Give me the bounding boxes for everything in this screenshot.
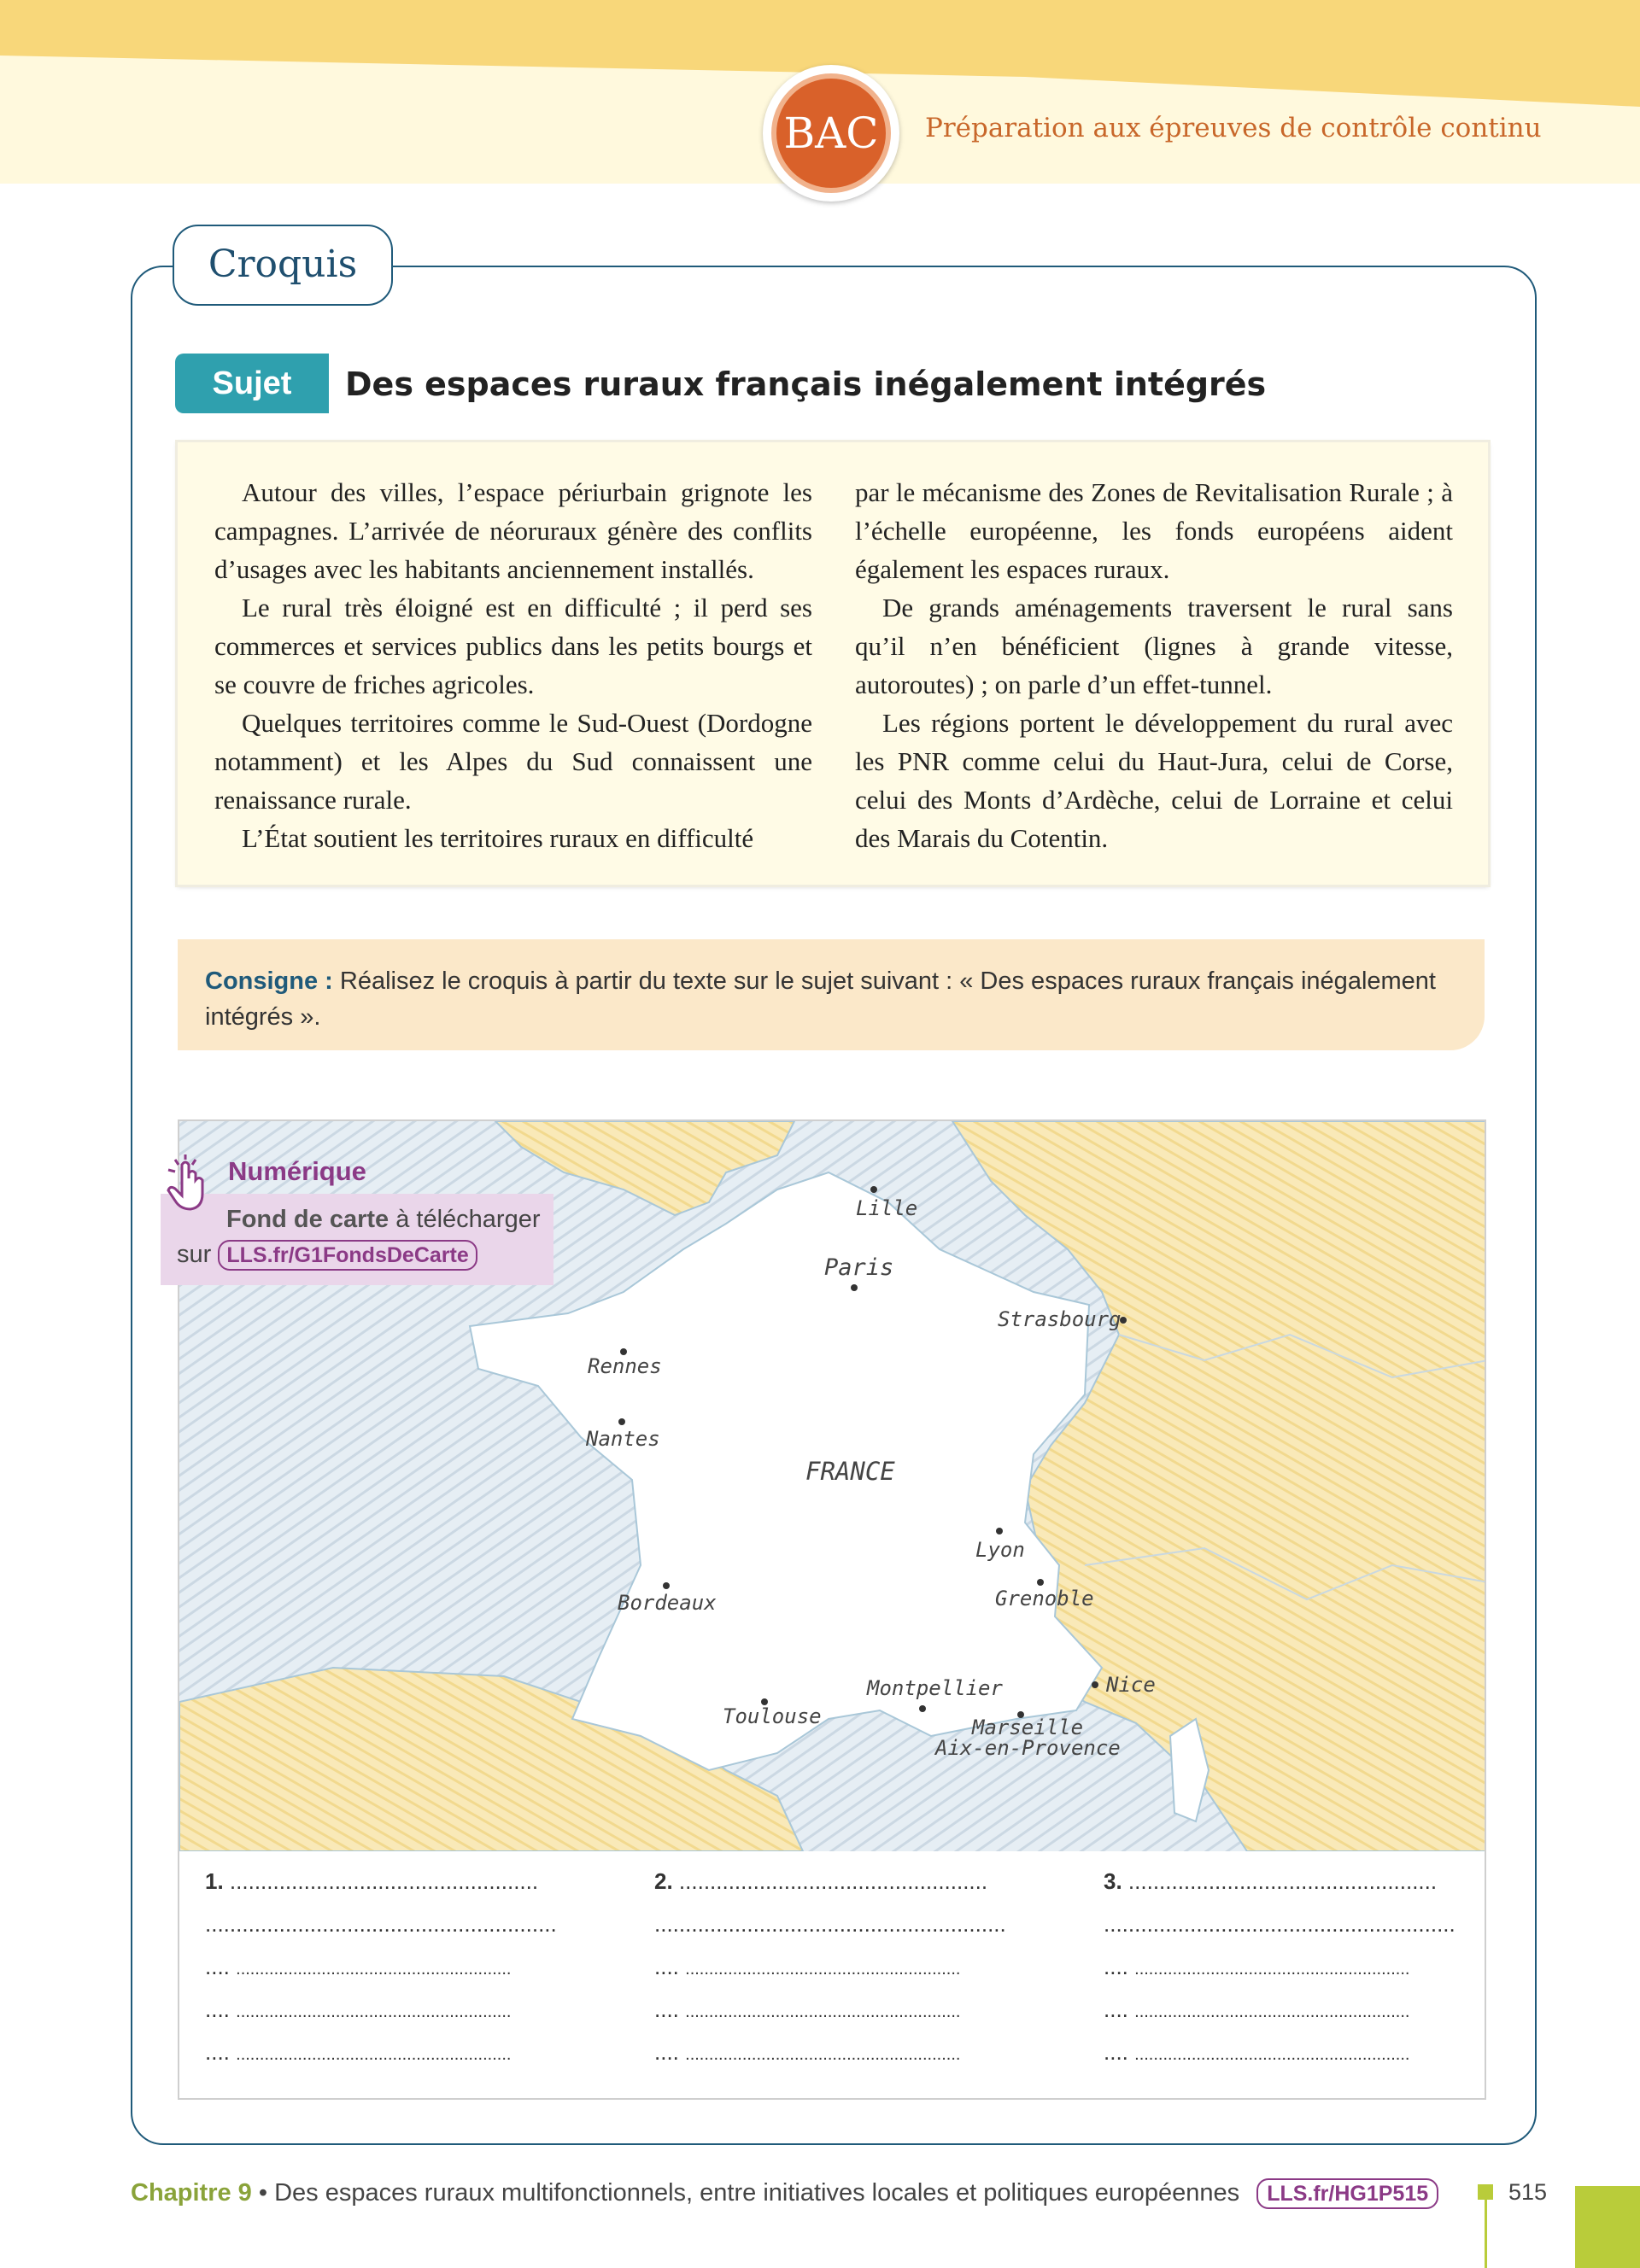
- legend-column-3: [1104, 1868, 1479, 2082]
- city-label-lyon: Lyon: [975, 1538, 1025, 1562]
- city-label-marseille: Marseille: [972, 1716, 1084, 1739]
- legend-small: ....: [1104, 1996, 1128, 2022]
- legend-dots-line: .........................................................: [1104, 1911, 1456, 1937]
- footer-block: [1575, 2186, 1640, 2268]
- numerique-rest: à télécharger: [389, 1206, 541, 1233]
- legend-number: 3.: [1104, 1868, 1122, 1894]
- consigne-box: [178, 939, 1485, 1050]
- footer-text: • Des espaces ruraux multifonctionnels, entre initiatives locales et politiques européennes: [251, 2179, 1240, 2207]
- bac-badge-label: BAC: [771, 73, 891, 193]
- numerique-title: Numérique: [228, 1156, 366, 1186]
- legend-column-1: [205, 1868, 581, 2082]
- paragraph: Les régions portent le développement du rural avec les PNR comme celui du Haut-Jura, celui de Corse, celui des Monts d’Ardèche, celui de Lorraine et celui des Marais du Cotentin.: [855, 708, 1453, 853]
- legend-area: [179, 1851, 1486, 2100]
- numerique-bold: Fond de carte: [226, 1206, 390, 1233]
- city-label-nantes: Nantes: [586, 1427, 660, 1451]
- paragraph: L’État soutient les territoires ruraux en difficulté: [242, 823, 754, 853]
- paragraph: Quelques territoires comme le Sud-Ouest (Dordogne notamment) et les Alpes du Sud connaissent une renaissance rurale.: [214, 708, 812, 815]
- consigne-label: Consigne :: [205, 967, 333, 995]
- city-label-grenoble: Grenoble: [995, 1587, 1094, 1610]
- legend-small: ....: [1104, 2039, 1128, 2065]
- legend-dots: ..................................................: [229, 1868, 539, 1894]
- numerique-line2: [177, 1240, 477, 1271]
- city-label-strasbourg: Strasbourg: [998, 1307, 1122, 1331]
- legend-dots: ..................................................: [678, 1868, 988, 1894]
- legend-dots-line: .........................................................: [205, 1911, 557, 1937]
- sujet-tag: Sujet: [175, 354, 329, 413]
- city-label-paris: Paris: [824, 1254, 894, 1281]
- page-number: 515: [1508, 2179, 1548, 2205]
- legend-small: ....: [654, 1954, 679, 1979]
- city-label-nice: Nice: [1106, 1673, 1156, 1697]
- city-label-bordeaux: Bordeaux: [618, 1591, 717, 1615]
- header-subtitle: Préparation aux épreuves de contrôle continu: [925, 113, 1542, 143]
- legend-small: ....: [205, 2039, 230, 2065]
- paragraph: Autour des villes, l’espace périurbain grignote les campagnes. L’arrivée de néoruraux génère des conflits d’usages avec les habitants anciennement installés.: [214, 477, 812, 584]
- text-column-1: [214, 473, 812, 857]
- city-label-rennes: Rennes: [588, 1354, 662, 1378]
- legend-small-dots: ..........................................................: [236, 2045, 512, 2064]
- hand-click-icon: [156, 1153, 220, 1216]
- city-dot-lille: [870, 1186, 877, 1193]
- paragraph: Le rural très éloigné est en difficulté ; il perd ses commerces et services publics dans les petits bourgs et se couvre de friches agricoles.: [214, 593, 812, 699]
- legend-small: ....: [205, 1954, 230, 1979]
- numerique-callout: [156, 1153, 554, 1285]
- city-dot-nantes: [618, 1418, 625, 1425]
- city-label-montpellier: Montpellier: [867, 1676, 1003, 1700]
- legend-small-dots: ..........................................................: [685, 1960, 961, 1979]
- numerique-link[interactable]: LLS.fr/G1FondsDeCarte: [218, 1240, 477, 1271]
- footer-link[interactable]: LLS.fr/HG1P515: [1256, 2178, 1438, 2209]
- city-dot-lyon: [996, 1528, 1003, 1534]
- city-dot-grenoble: [1037, 1579, 1044, 1586]
- legend-number: 2.: [654, 1868, 673, 1894]
- footer: [131, 2178, 1438, 2209]
- legend-small-dots: ..........................................................: [236, 1960, 512, 1979]
- legend-small-dots: ..........................................................: [1134, 1960, 1410, 1979]
- city-dot-montpellier: [919, 1705, 926, 1712]
- legend-small: ....: [1104, 1954, 1128, 1979]
- legend-number: 1.: [205, 1868, 224, 1894]
- sujet-title: Des espaces ruraux français inégalement intégrés: [345, 365, 1267, 403]
- text-column-2: [855, 473, 1453, 857]
- legend-small-dots: ..........................................................: [1134, 2045, 1410, 2064]
- legend-dots-line: .........................................................: [654, 1911, 1006, 1937]
- city-dot-nice: [1092, 1681, 1098, 1688]
- legend-small-dots: ..........................................................: [685, 2002, 961, 2021]
- city-label-lille: Lille: [856, 1196, 918, 1220]
- city-label-aix-en-provence: Aix-en-Provence: [935, 1736, 1121, 1760]
- consigne-text: Réalisez le croquis à partir du texte sur le sujet suivant : « Des espaces ruraux français inégalement intégrés ».: [205, 967, 1436, 1031]
- city-dot-paris: [851, 1284, 858, 1291]
- legend-small: ....: [654, 2039, 679, 2065]
- city-dot-bordeaux: [663, 1582, 670, 1589]
- footer-chapter: Chapitre 9: [131, 2179, 252, 2207]
- paragraph: De grands aménagements traversent le rural sans qu’il n’en bénéficient (lignes à grande vitesse, autoroutes) ; on parle d’un effet-tunnel.: [855, 593, 1453, 699]
- legend-dots: ..................................................: [1128, 1868, 1438, 1894]
- bac-badge: [763, 65, 899, 202]
- footer-line: [1485, 2200, 1487, 2268]
- map-country-label: FRANCE: [805, 1457, 895, 1486]
- legend-small-dots: ..........................................................: [685, 2045, 961, 2064]
- city-label-toulouse: Toulouse: [723, 1704, 822, 1728]
- numerique-prefix: sur: [177, 1241, 212, 1268]
- text-box: [178, 442, 1488, 885]
- legend-small-dots: ..........................................................: [1134, 2002, 1410, 2021]
- numerique-line: [226, 1206, 540, 1234]
- legend-column-2: [654, 1868, 1030, 2082]
- legend-small: ....: [205, 1996, 230, 2022]
- croquis-tab: Croquis: [173, 225, 393, 306]
- legend-small-dots: ..........................................................: [236, 2002, 512, 2021]
- legend-small: ....: [654, 1996, 679, 2022]
- footer-marker: [1478, 2184, 1493, 2200]
- paragraph: par le mécanisme des Zones de Revitalisation Rurale ; à l’échelle européenne, les fonds européens aident également les espaces ruraux.: [855, 477, 1453, 584]
